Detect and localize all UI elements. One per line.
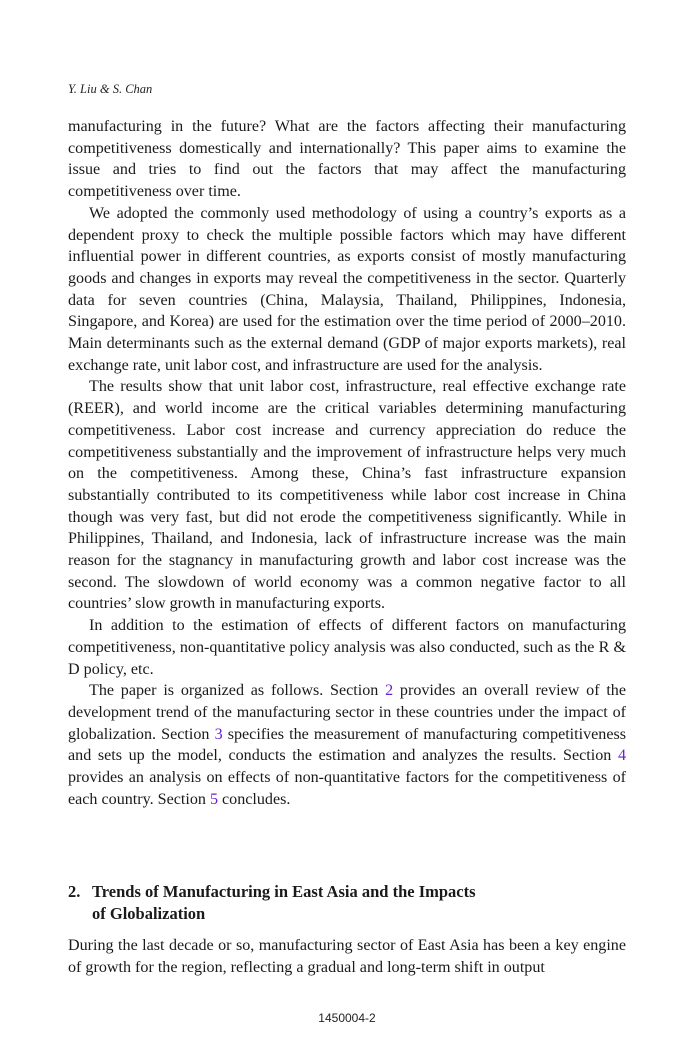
paragraph-section-intro: During the last decade or so, manufacturing sector of East Asia has been a key engine of growth for the region, reflecting a gradual and long-term shift in output	[68, 937, 626, 976]
organization-text: The paper is organized as follows. Section	[89, 682, 386, 700]
paragraph-methodology: We adopted the commonly used methodology of using a country’s exports as a dependent proxy to check the multiple possible factors which may have different influential power in different countries, as exports consist of mostly manufacturing goods and changes in exports may reveal the competitiveness in the sector. Quarterly data for seven countries (China, Malaysia, Thailand, Philippines, Indonesia, Singapore, and Korea) are used for the estimation over the time period of 2000–2010. Main determinants such as the external demand (GDP of major exports markets), real exchange rate, unit labor cost, and infrastructure are used for the analysis.	[68, 204, 626, 374]
body-text	[68, 116, 626, 811]
section-2-link[interactable]: 2	[385, 682, 394, 700]
page-number: 1450004-2	[318, 1011, 376, 1025]
paragraph-policy-analysis: In addition to the estimation of effects of different factors on manufacturing competitiveness, non-quantitative policy analysis was also conducted, such as the R & D policy, etc.	[68, 617, 626, 678]
section-body	[68, 935, 626, 978]
paragraph-results: The results show that unit labor cost, infrastructure, real effective exchange rate (REER), and world income are the critical variables determining manufacturing competitiveness. Labor cost increase and currency appreciation do reduce the competitiveness substantially and the improvement of infrastructure helps very much on the competitiveness. Among these, China’s fast infrastructure expansion substantially contributed to its competitiveness while labor cost increase in China though was very fast, but did not erode the competitiveness significantly. While in Philippines, Thailand, and Indonesia, lack of infrastructure increase was the main reason for the stagnancy in manufacturing growth and labor cost increase was the second. The slowdown of world economy was a common negative factor to all countries’ slow growth in manufacturing exports.	[68, 378, 626, 613]
section-heading	[68, 881, 628, 925]
organization-text: concludes.	[218, 790, 291, 808]
paragraph-continuation: manufacturing in the future? What are the factors affecting their manufacturing competitiveness domestically and internationally? This paper aims to examine the issue and tries to find out the factors that may affect the manufacturing competitiveness over time.	[68, 118, 626, 201]
section-4-link[interactable]: 4	[617, 747, 626, 765]
section-title-line2: of Globalization	[92, 904, 206, 923]
paragraph-organization	[68, 680, 626, 810]
section-3-link[interactable]: 3	[214, 725, 223, 743]
running-head: Y. Liu & S. Chan	[68, 82, 153, 96]
organization-text: specifies the measurement of manufacturing competitiveness and sets up the model, conducts the estimation and analyzes the results. Section	[68, 725, 627, 765]
section-5-link[interactable]: 5	[209, 790, 219, 808]
section-title-line1: Trends of Manufacturing in East Asia and the Impacts	[92, 882, 476, 901]
organization-text: provides an analysis on effects of non-quantitative factors for the competitiveness of each country. Section	[68, 769, 626, 808]
organization-text: provides an overall review of the development trend of the manufacturing sector in these countries under the impact of globalization. Section	[68, 682, 626, 743]
section-number: 2.	[68, 882, 81, 901]
